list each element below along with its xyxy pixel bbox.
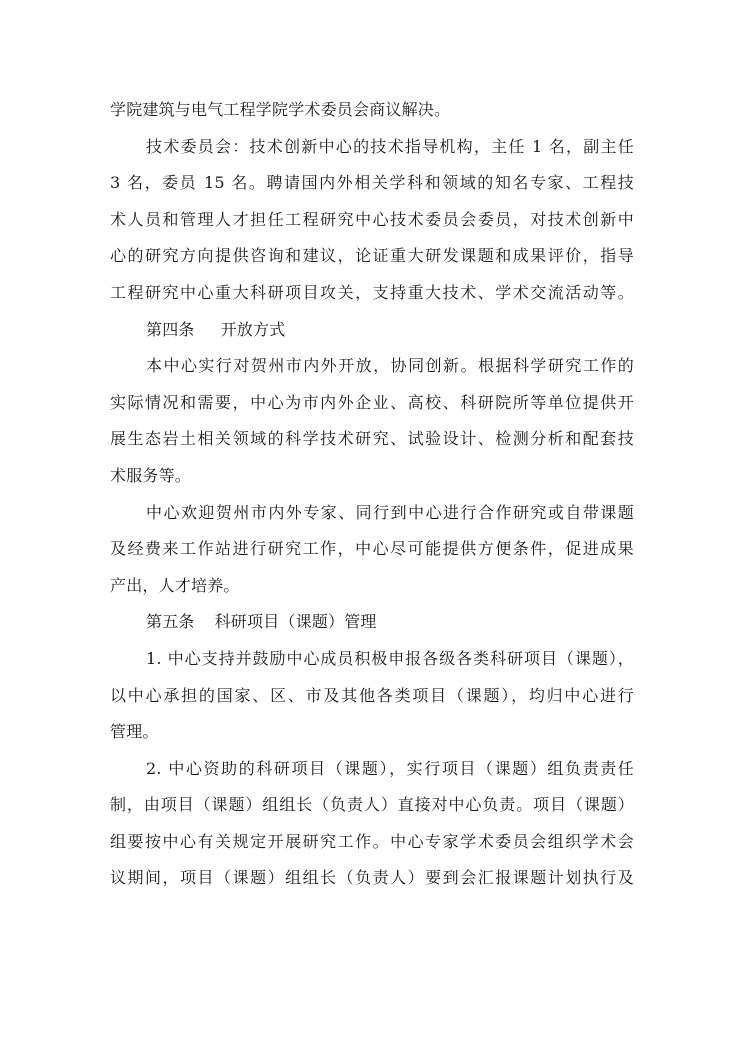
paragraph-line: 展生态岩土相关领域的科学技术研究、试验设计、检测分析和配套技	[110, 429, 634, 449]
paragraph-line: 工程研究中心重大科研项目攻关，支持重大技术、学术交流活动等。	[110, 282, 634, 302]
paragraph-line: 产出，人才培养。	[110, 575, 240, 595]
paragraph-line: 技术委员会：技术创新中心的技术指导机构，主任 1 名，副主任	[146, 136, 634, 156]
paragraph-line: 以中心承担的国家、区、市及其他各类项目（课题），均归中心进行	[110, 685, 634, 705]
article-title: 科研项目（课题）管理	[214, 612, 377, 632]
paragraph-line: 心的研究方向提供咨询和建议，论证重大研发课题和成果评价，指导	[110, 246, 634, 266]
paragraph-line: 术人员和管理人才担任工程研究中心技术委员会委员，对技术创新中	[110, 209, 634, 229]
article-heading-5	[110, 604, 634, 641]
paragraph-line: 2. 中心资助的科研项目（课题），实行项目（课题）组负责责任	[146, 758, 634, 778]
paragraph-line: 中心欢迎贺州市内外专家、同行到中心进行合作研究或自带课题	[146, 502, 634, 522]
paragraph-line: 实际情况和需要，中心为市内外企业、高校、科研院所等单位提供开	[110, 392, 634, 412]
paragraph-line: 1. 中心支持并鼓励中心成员积极申报各级各类科研项目（课题），	[146, 648, 634, 668]
article-number: 第五条	[146, 612, 195, 632]
article-number: 第四条	[146, 319, 195, 339]
paragraph-line: 本中心实行对贺州市内外开放，协同创新。根据科学研究工作的	[146, 356, 634, 376]
article-heading-4	[110, 312, 634, 349]
paragraph-line: 议期间，项目（课题）组组长（负责人）要到会汇报课题计划执行及	[110, 868, 634, 888]
paragraph-line: 术服务等。	[110, 465, 192, 485]
paragraph-line: 制，由项目（课题）组组长（负责人）直接对中心负责。项目（课题）	[110, 795, 634, 815]
document-page	[110, 92, 634, 897]
paragraph-line: 及经费来工作站进行研究工作，中心尽可能提供方便条件，促进成果	[110, 539, 634, 559]
paragraph-line: 3 名，委员 15 名。聘请国内外相关学科和领域的知名专家、工程技	[110, 173, 634, 193]
article-title: 开放方式	[220, 319, 286, 339]
paragraph-line: 学院建筑与电气工程学院学术委员会商议解决。	[110, 100, 451, 119]
paragraph-line: 管理。	[110, 722, 159, 742]
paragraph-line: 组要按中心有关规定开展研究工作。中心专家学术委员会组织学术会	[110, 831, 634, 851]
